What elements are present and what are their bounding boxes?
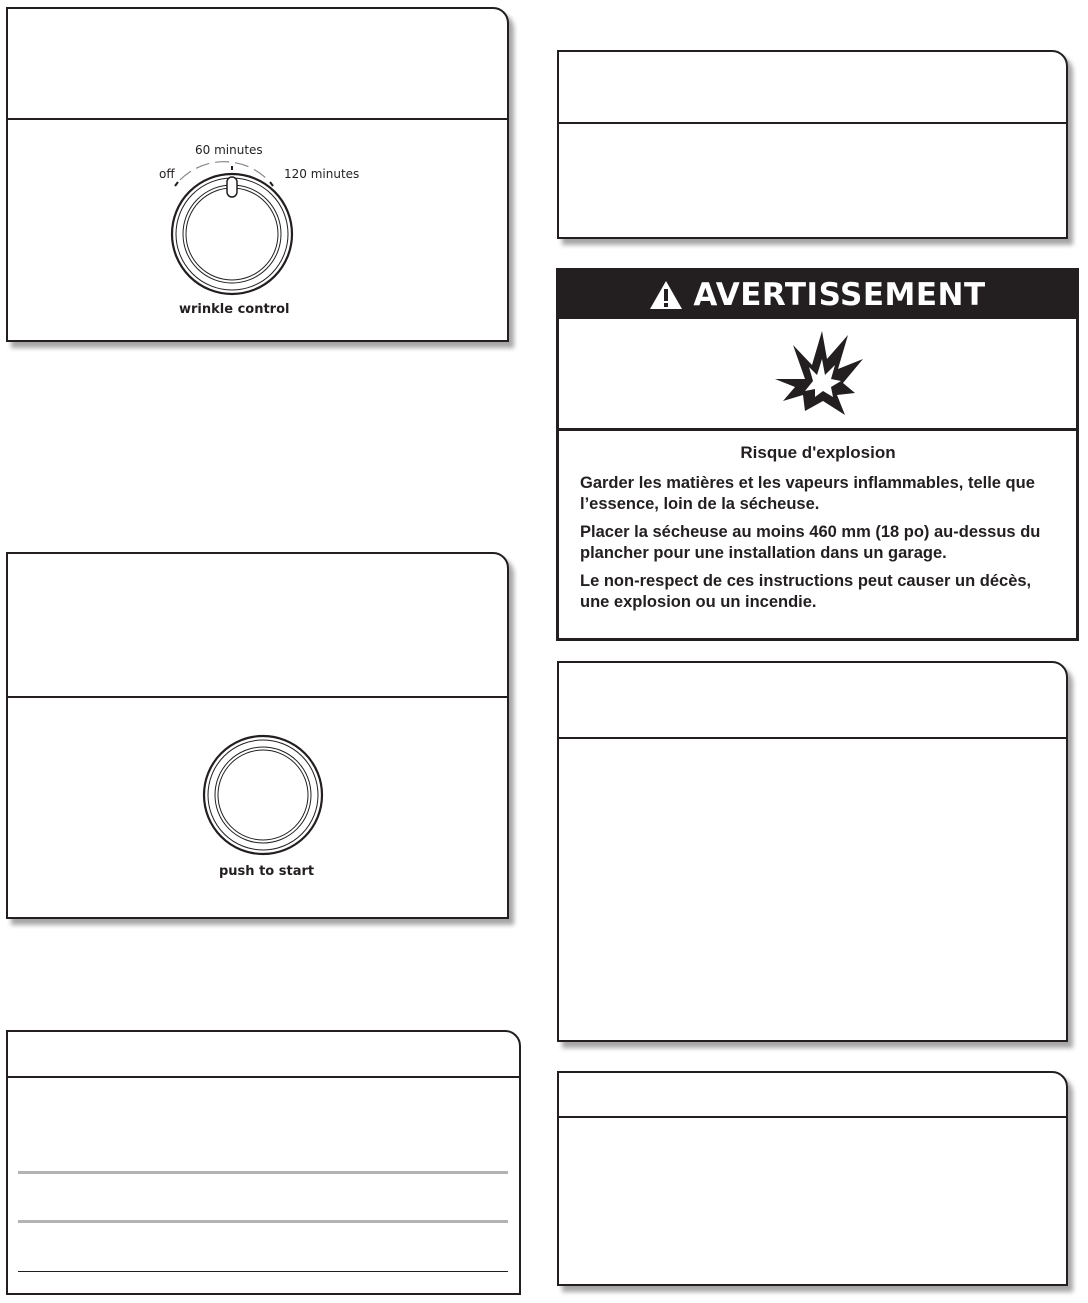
panel-divider	[559, 1116, 1066, 1118]
warning-triangle-icon	[649, 280, 683, 310]
info-panel-middle-right	[557, 661, 1068, 1042]
black-rule	[18, 1271, 508, 1272]
warning-box	[556, 268, 1079, 641]
explosion-icon	[775, 331, 865, 417]
start-button-panel	[6, 552, 509, 919]
panel-divider	[559, 737, 1066, 739]
wrinkle-control-knob[interactable]	[6, 7, 509, 342]
label-60-minutes: 60 minutes	[195, 143, 263, 157]
info-panel-top-right	[557, 50, 1068, 239]
warning-banner	[559, 271, 1076, 319]
warning-paragraph: Placer la sécheuse au moins 460 mm (18 po) au-dessus du plancher pour une installation dans un garage.	[580, 523, 1041, 562]
label-off: off	[159, 167, 175, 181]
wrinkle-control-panel	[6, 7, 509, 342]
gray-rule	[18, 1220, 508, 1223]
ruled-panel	[6, 1030, 521, 1295]
label-120-minutes: 120 minutes	[284, 167, 360, 181]
explosion-icon-row	[559, 319, 1076, 431]
warning-title: AVERTISSEMENT	[693, 277, 986, 313]
gray-rule	[18, 1171, 508, 1174]
warning-paragraph: Le non-respect de ces instructions peut causer un décès, une explosion ou un incendie.	[580, 572, 1032, 611]
warning-paragraph: Garder les matières et les vapeurs inflammables, telle que l’essence, loin de la sécheuse.	[580, 474, 1035, 513]
hazard-title: Risque d'explosion	[740, 443, 896, 462]
warning-text	[559, 431, 1076, 613]
wrinkle-control-label: wrinkle control	[179, 302, 290, 317]
panel-divider	[8, 1076, 519, 1078]
info-panel-bottom-right	[557, 1071, 1068, 1286]
push-to-start-label: push to start	[219, 864, 315, 879]
panel-divider	[559, 122, 1066, 124]
